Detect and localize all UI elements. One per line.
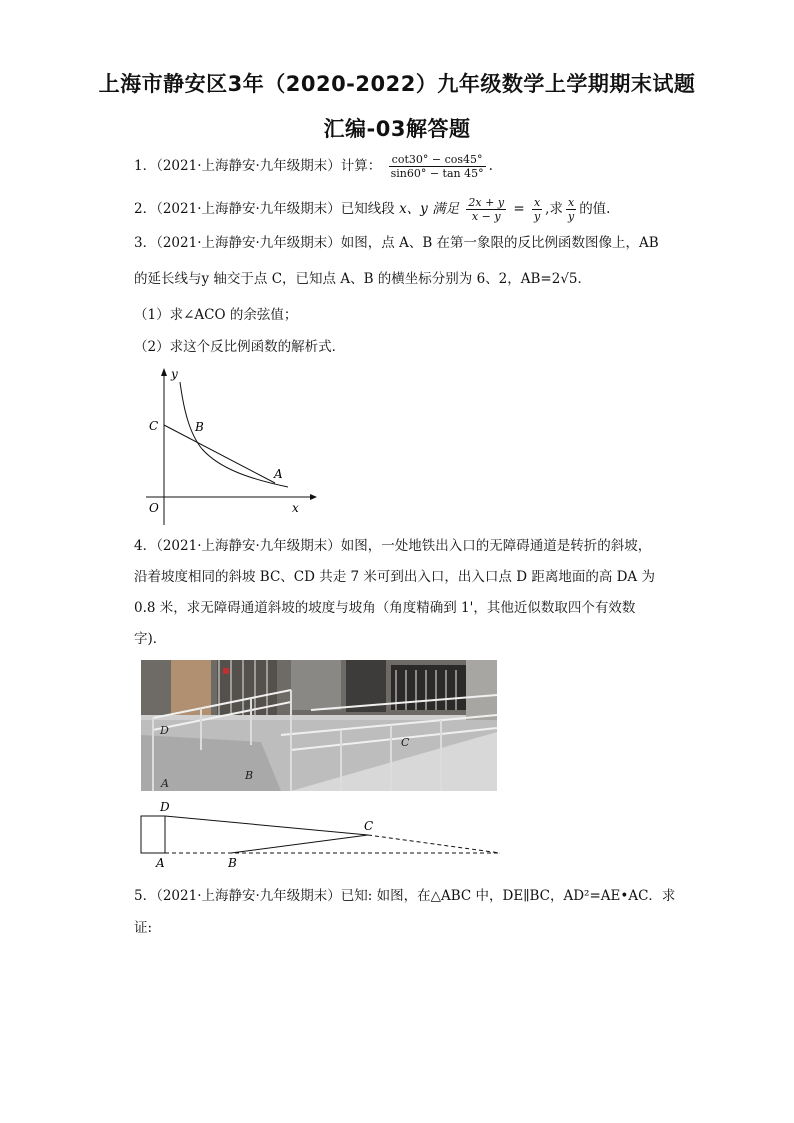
q2-f3-denominator: y <box>567 210 575 223</box>
q2-f2-numerator: x <box>533 196 541 209</box>
question-1 <box>134 153 493 180</box>
ramp-photo <box>141 660 497 791</box>
line-c-ground <box>368 835 500 853</box>
label-c: C <box>149 419 159 433</box>
question-3-sub-2: （2）求这个反比例函数的解析式． <box>134 339 346 355</box>
q1-denominator: sin60° − tan 45° <box>390 167 484 180</box>
q2-f1-denominator: x − y <box>471 210 501 223</box>
entrance-box <box>141 816 165 853</box>
page-subtitle: 汇编-03解答题 <box>323 117 471 141</box>
diagram-label-b: B <box>228 856 237 870</box>
photo-label-c: C <box>401 736 410 749</box>
q2-mid1: x、y 满足 <box>394 201 460 217</box>
page-title: 上海市静安区3年（2020-2022）九年级数学上学期期末试题 <box>98 72 696 96</box>
question-2 <box>134 196 610 223</box>
q2-fraction-2 <box>532 196 542 223</box>
question-4-line-4: 字)． <box>134 631 167 647</box>
ramp-photo-drawing <box>141 660 497 791</box>
question-5-line-1: 5．（2021·上海静安·九年级期末）已知: 如图，在△ABC 中，DE∥BC，AD²=AE•AC．求 <box>134 888 676 904</box>
q1-suffix: . <box>488 158 493 174</box>
question-5-line-2: 证: <box>134 920 153 936</box>
label-b: B <box>195 420 204 434</box>
q1-prefix: 1．（2021·上海静安·九年级期末）计算： <box>134 158 382 174</box>
q2-fraction-1 <box>466 196 506 223</box>
question-3-line-2: 的延长线与y 轴交于点 C，已知点 A、B 的横坐标分别为 6、2，AB=2√5． <box>134 271 592 287</box>
q2-f2-denominator: y <box>533 210 541 223</box>
question-3-sub-1: （1）求∠ACO 的余弦值； <box>134 307 298 323</box>
q1-fraction <box>389 153 486 180</box>
diagram-label-a: A <box>156 856 165 870</box>
q2-prefix: 2．（2021·上海静安·九年级期末）已知线段 <box>134 201 395 217</box>
question-3-line-1: 3．（2021·上海静安·九年级期末）如图，点 A、B 在第一象限的反比例函数图像上，AB <box>134 235 659 251</box>
y-axis-arrow <box>161 368 167 376</box>
q1-numerator: cot30° − cos45° <box>389 153 486 167</box>
x-axis-arrow <box>310 494 317 500</box>
label-o: O <box>149 501 159 515</box>
question-4-line-3: 0.8 米，求无障碍通道斜坡的坡度与坡角（角度精确到 1'，其他近似数取四个有效数 <box>134 600 636 616</box>
hyperbola-figure <box>140 362 320 527</box>
hyperbola-curve <box>180 382 288 487</box>
q2-equals: = <box>509 201 529 217</box>
line-bc <box>231 835 368 853</box>
photo-label-d: D <box>160 724 169 737</box>
photo-label-b: B <box>245 769 254 782</box>
photo-label-a: A <box>161 777 169 790</box>
question-4-line-2: 沿着坡度相同的斜坡 BC、CD 共走 7 米可到出入口，出入口点 D 距离地面的高 DA 为 <box>134 569 655 585</box>
diagram-label-d: D <box>160 800 170 814</box>
line-dc <box>165 816 368 835</box>
diagram-label-c: C <box>364 819 374 833</box>
q2-fraction-3 <box>566 196 576 223</box>
label-y: y <box>171 367 178 381</box>
line-ab <box>164 425 275 483</box>
q2-suffix: 的值. <box>579 201 611 217</box>
label-x: x <box>292 501 299 515</box>
ramp-diagram <box>138 798 503 870</box>
label-a: A <box>274 467 283 481</box>
q2-f1-numerator: 2x + y <box>468 196 505 209</box>
q2-f3-numerator: x <box>567 196 575 209</box>
question-4-line-1: 4．（2021·上海静安·九年级期末）如图，一处地铁出入口的无障碍通道是转折的斜坡， <box>134 538 652 554</box>
q2-mid2: ,求 <box>545 201 563 217</box>
